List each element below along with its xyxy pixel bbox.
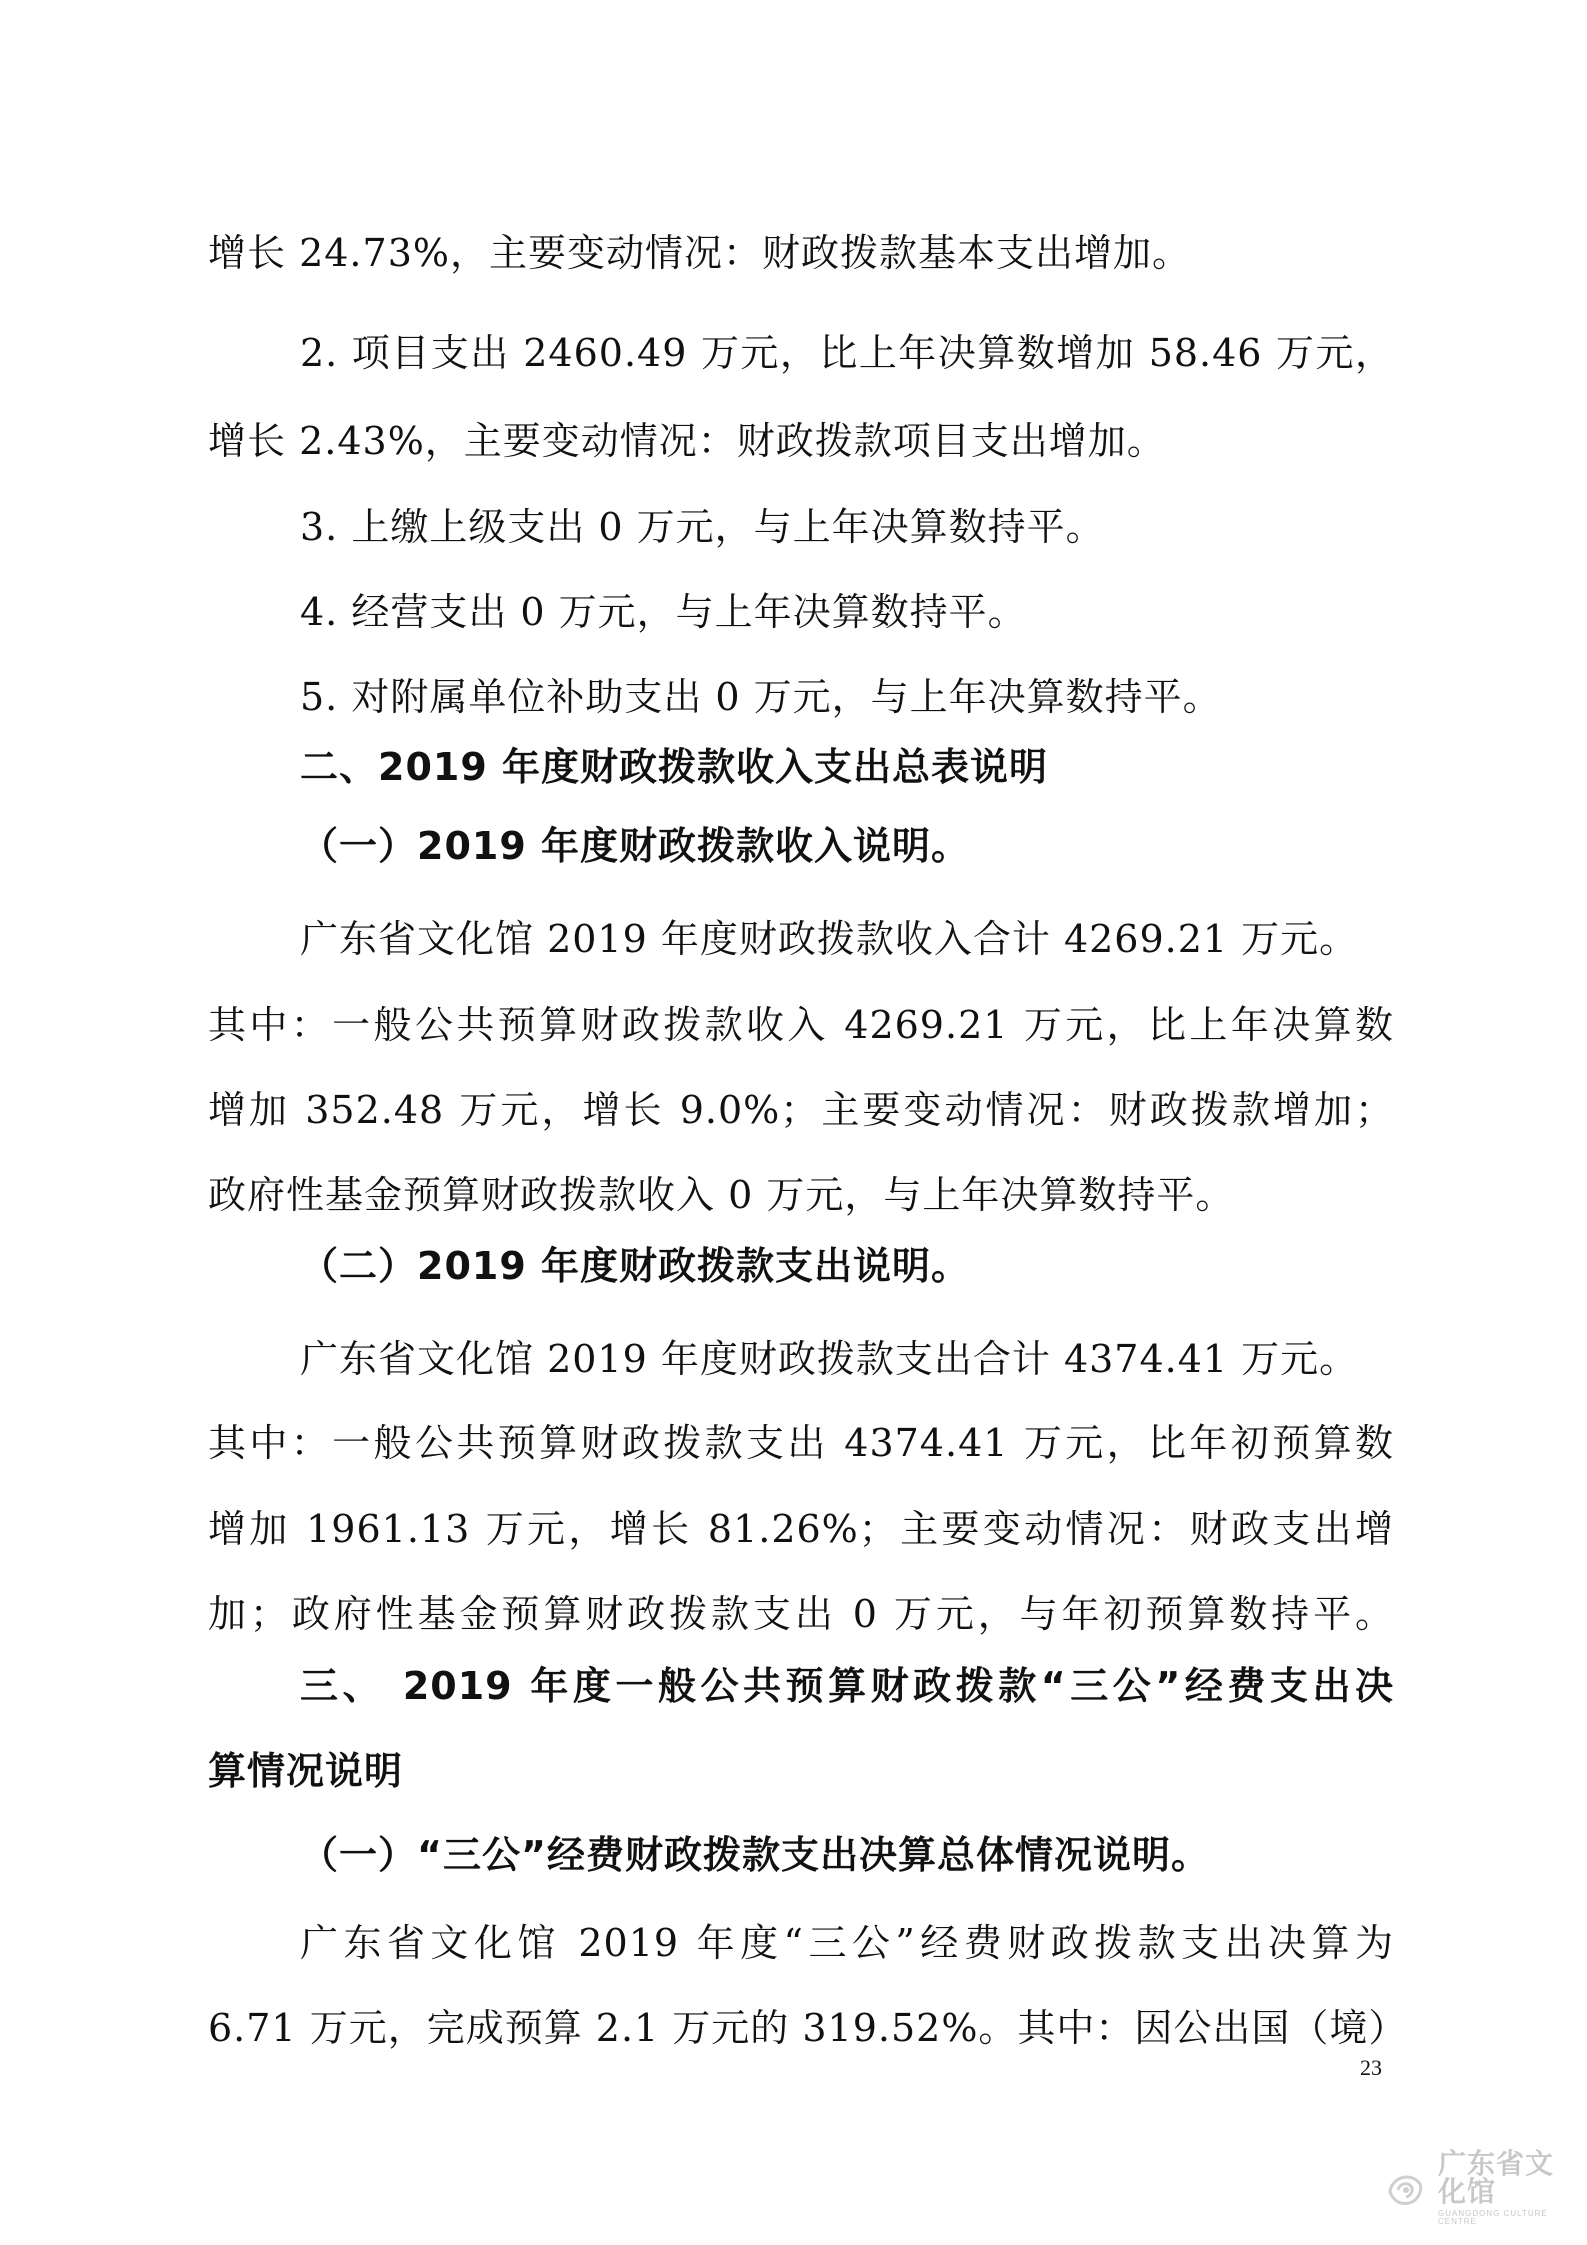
paragraph-line: 其中：一般公共预算财政拨款收入 4269.21 万元，比上年决算数 — [208, 1003, 1394, 1047]
paragraph-line: 广东省文化馆 2019 年度财政拨款支出合计 4374.41 万元。 — [300, 1337, 1359, 1381]
logo-emblem-icon — [1382, 2164, 1430, 2212]
paragraph-line: 广东省文化馆 2019 年度“三公”经费财政拨款支出决算为 — [300, 1921, 1394, 1965]
subsection-heading: （一）“三公”经费财政拨款支出决算总体情况说明。 — [300, 1833, 1210, 1877]
watermark-logo — [1382, 2147, 1582, 2226]
paragraph-line: 政府性基金预算财政拨款收入 0 万元，与上年决算数持平。 — [208, 1173, 1235, 1217]
logo-subtitle: GUANGDONG CULTURE CENTRE — [1438, 2209, 1548, 2226]
paragraph-line: 5. 对附属单位补助支出 0 万元，与上年决算数持平。 — [300, 675, 1222, 719]
paragraph-line: 加；政府性基金预算财政拨款支出 0 万元，与年初预算数持平。 — [208, 1592, 1394, 1636]
paragraph-line: 3. 上缴上级支出 0 万元，与上年决算数持平。 — [300, 505, 1105, 549]
paragraph-line: 6.71 万元，完成预算 2.1 万元的 319.52%。其中：因公出国（境） — [208, 2006, 1408, 2050]
subsection-heading: （一）2019 年度财政拨款收入说明。 — [300, 824, 970, 868]
paragraph-line: 其中：一般公共预算财政拨款支出 4374.41 万元，比年初预算数 — [208, 1421, 1394, 1465]
paragraph-line: 4. 经营支出 0 万元，与上年决算数持平。 — [300, 590, 1027, 634]
section-heading: 二、2019 年度财政拨款收入支出总表说明 — [300, 745, 1048, 789]
logo-title: 广东省文化馆 — [1438, 2147, 1555, 2208]
section-heading: 三、 2019 年度一般公共预算财政拨款“三公”经费支出决 — [300, 1664, 1394, 1708]
subsection-heading: （二）2019 年度财政拨款支出说明。 — [300, 1244, 970, 1288]
paragraph-line: 2. 项目支出 2460.49 万元，比上年决算数增加 58.46 万元， — [300, 331, 1394, 375]
paragraph-line: 增加 1961.13 万元，增长 81.26%；主要变动情况：财政支出增 — [208, 1507, 1394, 1551]
paragraph-line: 增长 24.73%，主要变动情况：财政拨款基本支出增加。 — [208, 231, 1191, 275]
paragraph-line: 增长 2.43%，主要变动情况：财政拨款项目支出增加。 — [208, 419, 1166, 463]
logo-text-block — [1438, 2147, 1582, 2226]
page-number: 23 — [1360, 2055, 1382, 2080]
paragraph-line: 增加 352.48 万元，增长 9.0%；主要变动情况：财政拨款增加； — [208, 1088, 1394, 1132]
section-heading-continuation: 算情况说明 — [208, 1749, 404, 1793]
paragraph-line: 广东省文化馆 2019 年度财政拨款收入合计 4269.21 万元。 — [300, 917, 1359, 961]
